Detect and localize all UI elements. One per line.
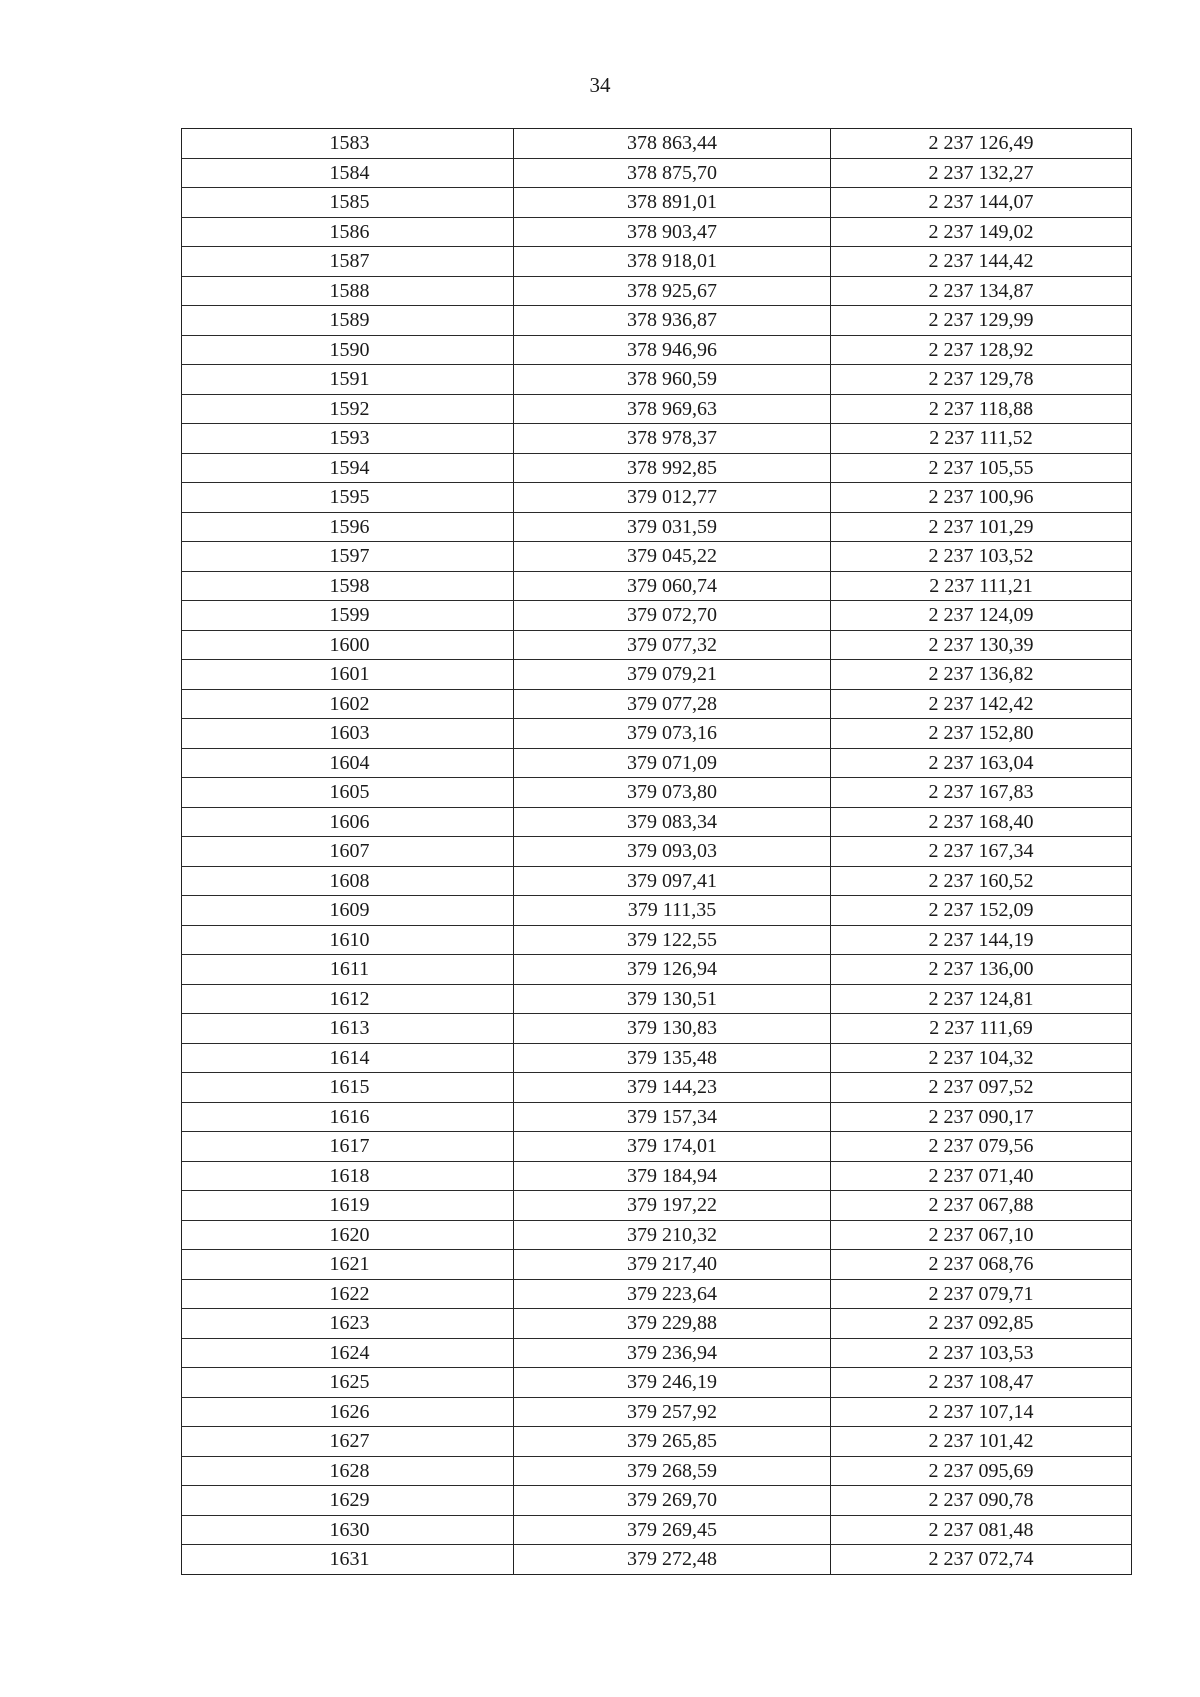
x-coordinate-cell: 379 246,19 (514, 1368, 831, 1398)
table-row (182, 365, 1132, 395)
point-number-cell: 1629 (182, 1486, 514, 1516)
point-number-cell: 1621 (182, 1250, 514, 1280)
y-coordinate-cell: 2 237 108,47 (831, 1368, 1132, 1398)
table-row (182, 925, 1132, 955)
y-coordinate-cell: 2 237 124,09 (831, 601, 1132, 631)
y-coordinate-cell: 2 237 107,14 (831, 1397, 1132, 1427)
table-row (182, 1220, 1132, 1250)
y-coordinate-cell: 2 237 124,81 (831, 984, 1132, 1014)
point-number-cell: 1585 (182, 188, 514, 218)
page-number: 34 (589, 73, 611, 97)
y-coordinate-cell: 2 237 111,21 (831, 571, 1132, 601)
y-coordinate-cell: 2 237 101,42 (831, 1427, 1132, 1457)
table-row (182, 483, 1132, 513)
x-coordinate-cell: 379 197,22 (514, 1191, 831, 1221)
y-coordinate-cell: 2 237 111,52 (831, 424, 1132, 454)
point-number-cell: 1627 (182, 1427, 514, 1457)
point-number-cell: 1625 (182, 1368, 514, 1398)
table-row (182, 1456, 1132, 1486)
table-row (182, 1545, 1132, 1575)
point-number-cell: 1596 (182, 512, 514, 542)
x-coordinate-cell: 379 071,09 (514, 748, 831, 778)
x-coordinate-cell: 379 060,74 (514, 571, 831, 601)
point-number-cell: 1602 (182, 689, 514, 719)
y-coordinate-cell: 2 237 072,74 (831, 1545, 1132, 1575)
table-row (182, 512, 1132, 542)
point-number-cell: 1593 (182, 424, 514, 454)
y-coordinate-cell: 2 237 144,07 (831, 188, 1132, 218)
x-coordinate-cell: 379 157,34 (514, 1102, 831, 1132)
y-coordinate-cell: 2 237 090,17 (831, 1102, 1132, 1132)
y-coordinate-cell: 2 237 092,85 (831, 1309, 1132, 1339)
table-row (182, 984, 1132, 1014)
table-row (182, 955, 1132, 985)
point-number-cell: 1584 (182, 158, 514, 188)
y-coordinate-cell: 2 237 132,27 (831, 158, 1132, 188)
table-row (182, 1309, 1132, 1339)
table-row (182, 453, 1132, 483)
x-coordinate-cell: 378 992,85 (514, 453, 831, 483)
x-coordinate-cell: 378 969,63 (514, 394, 831, 424)
x-coordinate-cell: 378 960,59 (514, 365, 831, 395)
x-coordinate-cell: 379 083,34 (514, 807, 831, 837)
y-coordinate-cell: 2 237 129,99 (831, 306, 1132, 336)
table-row (182, 1132, 1132, 1162)
y-coordinate-cell: 2 237 163,04 (831, 748, 1132, 778)
table-row (182, 866, 1132, 896)
coordinates-table (181, 128, 1132, 1575)
point-number-cell: 1604 (182, 748, 514, 778)
point-number-cell: 1614 (182, 1043, 514, 1073)
table-row (182, 1515, 1132, 1545)
y-coordinate-cell: 2 237 079,56 (831, 1132, 1132, 1162)
point-number-cell: 1628 (182, 1456, 514, 1486)
table-row (182, 896, 1132, 926)
point-number-cell: 1623 (182, 1309, 514, 1339)
x-coordinate-cell: 379 272,48 (514, 1545, 831, 1575)
x-coordinate-cell: 379 265,85 (514, 1427, 831, 1457)
x-coordinate-cell: 379 268,59 (514, 1456, 831, 1486)
x-coordinate-cell: 379 223,64 (514, 1279, 831, 1309)
table-row (182, 306, 1132, 336)
point-number-cell: 1603 (182, 719, 514, 749)
y-coordinate-cell: 2 237 103,53 (831, 1338, 1132, 1368)
y-coordinate-cell: 2 237 081,48 (831, 1515, 1132, 1545)
point-number-cell: 1610 (182, 925, 514, 955)
x-coordinate-cell: 378 903,47 (514, 217, 831, 247)
table-row (182, 630, 1132, 660)
point-number-cell: 1618 (182, 1161, 514, 1191)
table-row (182, 1191, 1132, 1221)
table-row (182, 424, 1132, 454)
x-coordinate-cell: 379 111,35 (514, 896, 831, 926)
table-row (182, 1073, 1132, 1103)
y-coordinate-cell: 2 237 067,88 (831, 1191, 1132, 1221)
point-number-cell: 1589 (182, 306, 514, 336)
x-coordinate-cell: 378 891,01 (514, 188, 831, 218)
table-row (182, 158, 1132, 188)
point-number-cell: 1609 (182, 896, 514, 926)
point-number-cell: 1607 (182, 837, 514, 867)
table-row (182, 1102, 1132, 1132)
x-coordinate-cell: 378 978,37 (514, 424, 831, 454)
table-row (182, 276, 1132, 306)
table-row (182, 1368, 1132, 1398)
y-coordinate-cell: 2 237 071,40 (831, 1161, 1132, 1191)
y-coordinate-cell: 2 237 126,49 (831, 129, 1132, 159)
x-coordinate-cell: 378 925,67 (514, 276, 831, 306)
y-coordinate-cell: 2 237 097,52 (831, 1073, 1132, 1103)
x-coordinate-cell: 379 073,16 (514, 719, 831, 749)
x-coordinate-cell: 379 045,22 (514, 542, 831, 572)
y-coordinate-cell: 2 237 129,78 (831, 365, 1132, 395)
y-coordinate-cell: 2 237 136,82 (831, 660, 1132, 690)
x-coordinate-cell: 379 079,21 (514, 660, 831, 690)
point-number-cell: 1631 (182, 1545, 514, 1575)
table-row (182, 689, 1132, 719)
y-coordinate-cell: 2 237 136,00 (831, 955, 1132, 985)
x-coordinate-cell: 379 135,48 (514, 1043, 831, 1073)
table-row (182, 542, 1132, 572)
y-coordinate-cell: 2 237 160,52 (831, 866, 1132, 896)
x-coordinate-cell: 379 126,94 (514, 955, 831, 985)
point-number-cell: 1592 (182, 394, 514, 424)
table-row (182, 1486, 1132, 1516)
table-row (182, 837, 1132, 867)
table-row (182, 1250, 1132, 1280)
table-row (182, 571, 1132, 601)
table-row (182, 719, 1132, 749)
y-coordinate-cell: 2 237 103,52 (831, 542, 1132, 572)
y-coordinate-cell: 2 237 152,09 (831, 896, 1132, 926)
x-coordinate-cell: 379 012,77 (514, 483, 831, 513)
point-number-cell: 1588 (182, 276, 514, 306)
y-coordinate-cell: 2 237 167,34 (831, 837, 1132, 867)
table-row (182, 660, 1132, 690)
point-number-cell: 1619 (182, 1191, 514, 1221)
x-coordinate-cell: 379 269,45 (514, 1515, 831, 1545)
coordinates-table-body (182, 129, 1132, 1575)
table-row (182, 1427, 1132, 1457)
x-coordinate-cell: 378 946,96 (514, 335, 831, 365)
point-number-cell: 1612 (182, 984, 514, 1014)
x-coordinate-cell: 379 257,92 (514, 1397, 831, 1427)
x-coordinate-cell: 379 130,83 (514, 1014, 831, 1044)
x-coordinate-cell: 379 097,41 (514, 866, 831, 896)
table-row (182, 1338, 1132, 1368)
table-row (182, 188, 1132, 218)
point-number-cell: 1613 (182, 1014, 514, 1044)
x-coordinate-cell: 379 130,51 (514, 984, 831, 1014)
point-number-cell: 1587 (182, 247, 514, 277)
y-coordinate-cell: 2 237 101,29 (831, 512, 1132, 542)
table-row (182, 1043, 1132, 1073)
point-number-cell: 1606 (182, 807, 514, 837)
point-number-cell: 1617 (182, 1132, 514, 1162)
x-coordinate-cell: 379 174,01 (514, 1132, 831, 1162)
point-number-cell: 1626 (182, 1397, 514, 1427)
table-row (182, 129, 1132, 159)
x-coordinate-cell: 379 229,88 (514, 1309, 831, 1339)
y-coordinate-cell: 2 237 144,42 (831, 247, 1132, 277)
y-coordinate-cell: 2 237 095,69 (831, 1456, 1132, 1486)
x-coordinate-cell: 379 031,59 (514, 512, 831, 542)
x-coordinate-cell: 379 072,70 (514, 601, 831, 631)
x-coordinate-cell: 378 918,01 (514, 247, 831, 277)
x-coordinate-cell: 379 093,03 (514, 837, 831, 867)
y-coordinate-cell: 2 237 079,71 (831, 1279, 1132, 1309)
point-number-cell: 1620 (182, 1220, 514, 1250)
y-coordinate-cell: 2 237 168,40 (831, 807, 1132, 837)
table-row (182, 778, 1132, 808)
point-number-cell: 1622 (182, 1279, 514, 1309)
y-coordinate-cell: 2 237 105,55 (831, 453, 1132, 483)
table-row (182, 601, 1132, 631)
point-number-cell: 1600 (182, 630, 514, 660)
point-number-cell: 1630 (182, 1515, 514, 1545)
point-number-cell: 1615 (182, 1073, 514, 1103)
y-coordinate-cell: 2 237 118,88 (831, 394, 1132, 424)
table-row (182, 807, 1132, 837)
x-coordinate-cell: 379 077,28 (514, 689, 831, 719)
table-row (182, 247, 1132, 277)
point-number-cell: 1601 (182, 660, 514, 690)
x-coordinate-cell: 378 875,70 (514, 158, 831, 188)
x-coordinate-cell: 379 144,23 (514, 1073, 831, 1103)
table-row (182, 1014, 1132, 1044)
table-row (182, 217, 1132, 247)
y-coordinate-cell: 2 237 167,83 (831, 778, 1132, 808)
y-coordinate-cell: 2 237 142,42 (831, 689, 1132, 719)
table-row (182, 1161, 1132, 1191)
y-coordinate-cell: 2 237 152,80 (831, 719, 1132, 749)
y-coordinate-cell: 2 237 090,78 (831, 1486, 1132, 1516)
point-number-cell: 1611 (182, 955, 514, 985)
y-coordinate-cell: 2 237 068,76 (831, 1250, 1132, 1280)
point-number-cell: 1590 (182, 335, 514, 365)
x-coordinate-cell: 379 210,32 (514, 1220, 831, 1250)
y-coordinate-cell: 2 237 111,69 (831, 1014, 1132, 1044)
y-coordinate-cell: 2 237 104,32 (831, 1043, 1132, 1073)
point-number-cell: 1624 (182, 1338, 514, 1368)
point-number-cell: 1595 (182, 483, 514, 513)
point-number-cell: 1597 (182, 542, 514, 572)
y-coordinate-cell: 2 237 128,92 (831, 335, 1132, 365)
point-number-cell: 1583 (182, 129, 514, 159)
point-number-cell: 1599 (182, 601, 514, 631)
table-row (182, 335, 1132, 365)
y-coordinate-cell: 2 237 100,96 (831, 483, 1132, 513)
point-number-cell: 1594 (182, 453, 514, 483)
point-number-cell: 1608 (182, 866, 514, 896)
x-coordinate-cell: 379 184,94 (514, 1161, 831, 1191)
x-coordinate-cell: 379 077,32 (514, 630, 831, 660)
y-coordinate-cell: 2 237 134,87 (831, 276, 1132, 306)
table-row (182, 1279, 1132, 1309)
y-coordinate-cell: 2 237 144,19 (831, 925, 1132, 955)
x-coordinate-cell: 378 936,87 (514, 306, 831, 336)
table-row (182, 1397, 1132, 1427)
x-coordinate-cell: 379 073,80 (514, 778, 831, 808)
table-row (182, 394, 1132, 424)
point-number-cell: 1605 (182, 778, 514, 808)
table-row (182, 748, 1132, 778)
y-coordinate-cell: 2 237 067,10 (831, 1220, 1132, 1250)
y-coordinate-cell: 2 237 149,02 (831, 217, 1132, 247)
y-coordinate-cell: 2 237 130,39 (831, 630, 1132, 660)
x-coordinate-cell: 379 122,55 (514, 925, 831, 955)
x-coordinate-cell: 378 863,44 (514, 129, 831, 159)
point-number-cell: 1598 (182, 571, 514, 601)
x-coordinate-cell: 379 236,94 (514, 1338, 831, 1368)
x-coordinate-cell: 379 217,40 (514, 1250, 831, 1280)
x-coordinate-cell: 379 269,70 (514, 1486, 831, 1516)
point-number-cell: 1616 (182, 1102, 514, 1132)
point-number-cell: 1591 (182, 365, 514, 395)
point-number-cell: 1586 (182, 217, 514, 247)
